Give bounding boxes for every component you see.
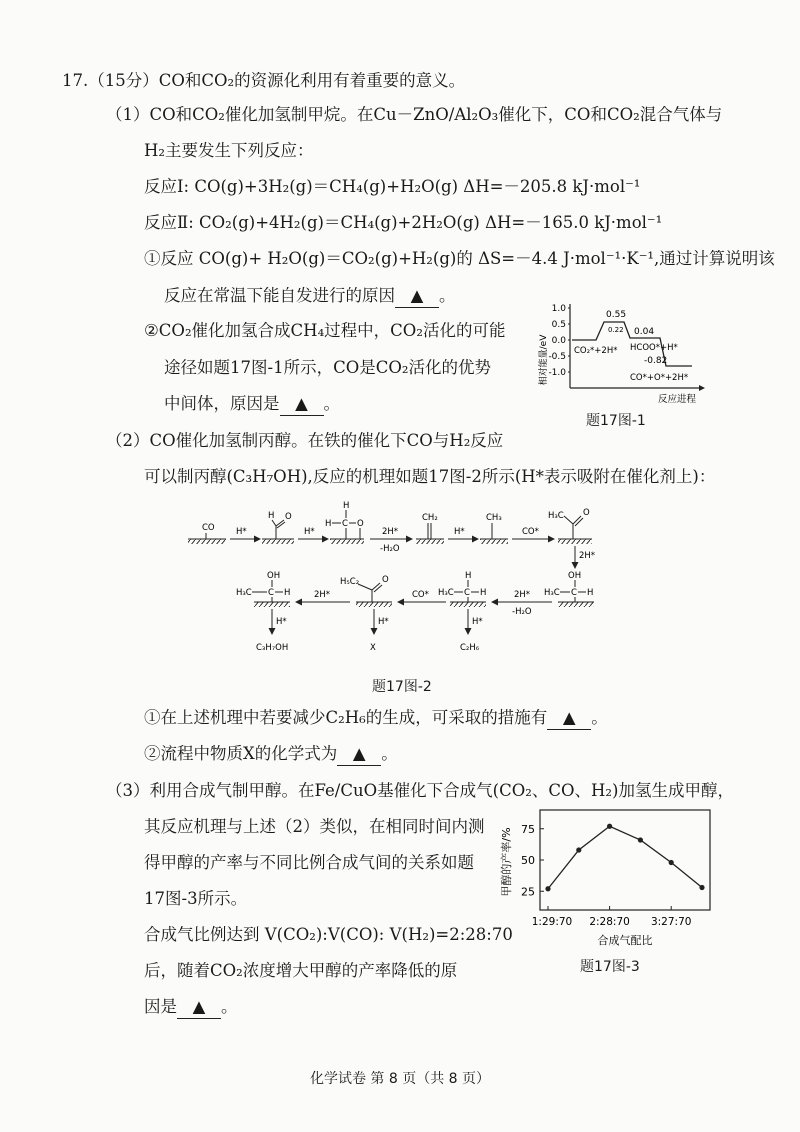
chart-point <box>638 837 643 842</box>
chart-ylabel: 甲醇的产率/% <box>500 827 513 897</box>
mech-h3c-r: H₃C <box>544 588 560 598</box>
chart-ytick-label: 50 <box>521 854 535 867</box>
answer-blank-3[interactable]: ▲ <box>547 707 591 730</box>
fig1-level-055: 0.55 <box>606 310 627 320</box>
fig1-level-082: -0.82 <box>644 356 668 366</box>
chart-point <box>699 885 704 890</box>
mech-c-l: C <box>268 588 274 598</box>
q1b-line3: 中间体，原因是 ▲ 。 <box>164 393 340 416</box>
answer-blank-4[interactable]: ▲ <box>337 743 381 766</box>
fig1-species-co: CO*+O*+2H* <box>630 373 689 383</box>
part3-line3: 得甲醇的产率与不同比例合成气间的关系如题 <box>144 853 474 872</box>
mech-arrow1-label: H* <box>236 527 247 537</box>
chart-xlabel: 合成气配比 <box>597 934 653 947</box>
mech-c-r: C <box>571 588 577 598</box>
mech-arrow5-label: CO* <box>522 527 539 537</box>
mech-arrow3-sub: -H₂O <box>380 544 400 554</box>
fig1-ytick-1: 1.0 <box>551 304 566 314</box>
chart-point <box>545 886 550 891</box>
mech-hco-h2: H <box>325 519 332 529</box>
mech-h3c-3: H₃C <box>438 588 454 598</box>
mech-co: CO <box>202 523 215 533</box>
fig1-level-022: 0.22 <box>608 326 624 334</box>
chart-point <box>607 824 612 829</box>
mech-ho-h: H <box>268 511 275 521</box>
mech-hco-c: C <box>342 519 348 529</box>
q1a-line2: 反应在常温下能自发进行的原因 ▲ 。 <box>164 285 456 308</box>
fig1-ytick-2: 0.5 <box>551 320 566 330</box>
chart-point <box>669 860 674 865</box>
part3-line5: 合成气比例达到 V(CO₂):V(CO): V(H₂)=2:28:70 <box>144 925 513 944</box>
mech-o-2: O <box>382 575 389 585</box>
mech-h-r: H <box>587 588 594 598</box>
part2-intro-line2: 可以制丙醇(C₃H₇OH),反应的机理如题17图-2所示(H*表示吸附在催化剂上)： <box>144 467 716 486</box>
q1b-line1: ②CO₂催化加氢合成CH₄过程中，CO₂活化的可能 <box>144 321 506 340</box>
chart-xtick-label: 2:28:70 <box>589 916 630 928</box>
fig1-species-hcoo: HCOO*+H* <box>630 343 678 353</box>
mech-arrow4-label: H* <box>454 527 465 537</box>
mech-product-c3h7oh: C₃H₇OH <box>256 643 289 653</box>
mech-arrow10-label: H* <box>276 617 287 627</box>
mech-arrow6-label: 2H* <box>579 551 596 561</box>
fig1-ylabel: 相对能量/eV <box>539 334 549 386</box>
mech-ho-o: O <box>285 512 292 522</box>
fig1-species-co2: CO₂*+2H* <box>574 346 618 356</box>
question-header: 17.（15分）CO和CO₂的资源化利用有着重要的意义。 <box>62 71 466 90</box>
part2-intro-line1: （2）CO催化加氢制丙醇。在铁的催化下CO与H₂反应 <box>106 431 504 450</box>
fig1-ytick-5: -1.0 <box>548 368 566 378</box>
chart-xtick-label: 3:27:70 <box>650 916 692 928</box>
mech-arrow7-label: 2H* <box>514 590 531 600</box>
part3-line2: 其反应机理与上述（2）类似，在相同时间内测 <box>144 817 485 836</box>
fig1-xlabel: 反应进程 <box>658 394 697 405</box>
figure1-energy-diagram <box>534 296 714 408</box>
answer-blank-5[interactable]: ▲ <box>177 996 221 1019</box>
mech-h-l: H <box>284 588 291 598</box>
chart-ytick-label: 25 <box>521 885 535 899</box>
row2-surfaces <box>254 602 594 607</box>
mech-h3c-top: H₃C <box>548 511 564 521</box>
part1-intro-line1: （1）CO和CO₂催化加氢制甲烷。在Cu－ZnO/Al₂O₃催化下，CO和CO₂混合气体与 <box>106 105 723 124</box>
part3-line7: 因是 ▲ 。 <box>144 996 238 1019</box>
mech-hco-h: H <box>343 501 350 511</box>
chart-point <box>576 847 581 852</box>
mech-product-c2h6: C₂H₆ <box>460 643 480 653</box>
mech-ch2: CH₂ <box>422 513 438 523</box>
chart-ytick-label: 75 <box>521 822 535 836</box>
q2b: ②流程中物质X的化学式为 ▲ 。 <box>144 743 398 766</box>
mech-arrow7-sub: -H₂O <box>512 607 532 617</box>
fig1-ytick-4: -0.5 <box>548 352 566 362</box>
fig1-ytick-3: 0.0 <box>551 336 566 346</box>
reaction-1: 反应Ⅰ: CO(g)+3H₂(g)＝CH₄(g)+H₂O(g) ΔH=－205.8 kJ·mol⁻¹ <box>144 177 641 196</box>
part1-intro-line2: H₂主要发生下列反应： <box>144 141 314 160</box>
part3-line1: （3）利用合成气制甲醇。在Fe/CuO基催化下合成气(CO₂、CO、H₂)加氢生成甲醇， <box>106 781 734 800</box>
figure3-chart <box>488 800 724 950</box>
mech-h-3: H <box>480 588 487 598</box>
reaction-2: 反应Ⅱ: CO₂(g)+4H₂(g)＝CH₄(g)+2H₂O(g) ΔH=－165.0 kJ·mol⁻¹ <box>144 213 663 232</box>
mech-product-x: X <box>370 643 376 653</box>
figure2-caption: 题17图-2 <box>372 679 432 695</box>
mech-h3c-l: H₃C <box>236 588 252 598</box>
q2a: ①在上述机理中若要减少C₂H₆的生成，可采取的措施有 ▲ 。 <box>144 707 608 730</box>
mech-o-top: O <box>583 508 590 518</box>
mech-arrow12-label: H* <box>472 617 483 627</box>
mech-arrow3-label: 2H* <box>382 527 399 537</box>
q1a-line1: ①反应 CO(g)+ H₂O(g)＝CO₂(g)+H₂(g)的 ΔS=－4.4 J·mol⁻¹·K⁻¹,通过计算说明该 <box>144 249 775 268</box>
answer-blank-2[interactable]: ▲ <box>280 393 324 416</box>
mech-h5c2: H₅C₂ <box>340 577 360 587</box>
mech-hco-o: O <box>357 519 364 529</box>
mech-arrow11-label: H* <box>378 617 389 627</box>
mech-arrow2-label: H* <box>304 527 315 537</box>
page-footer: 化学试卷 第 8 页（共 8 页） <box>309 1071 491 1087</box>
mech-arrow8-label: CO* <box>412 590 429 600</box>
fig1-level-004: 0.04 <box>634 327 655 337</box>
figure3-caption: 题17图-3 <box>580 959 640 975</box>
mech-h-top3: H <box>465 571 472 581</box>
part3-line4: 17图-3所示。 <box>144 889 248 908</box>
chart-xtick-label: 1:29:70 <box>531 916 573 928</box>
chart-series-line <box>548 826 702 889</box>
mech-ch3: CH₃ <box>486 513 502 523</box>
mech-arrow9-label: 2H* <box>314 590 331 600</box>
mech-oh-l: OH <box>267 571 281 581</box>
mech-oh-r: OH <box>568 571 582 581</box>
answer-blank-1[interactable]: ▲ <box>395 285 439 308</box>
q1b-line2: 途径如题17图-1所示，CO是CO₂活化的优势 <box>164 358 491 377</box>
part3-line6: 后，随着CO₂浓度增大甲醇的产率降低的原 <box>144 961 458 980</box>
figure1-caption: 题17图-1 <box>586 413 646 429</box>
mech-c-3: C <box>464 588 470 598</box>
figure2-mechanism <box>180 498 620 666</box>
